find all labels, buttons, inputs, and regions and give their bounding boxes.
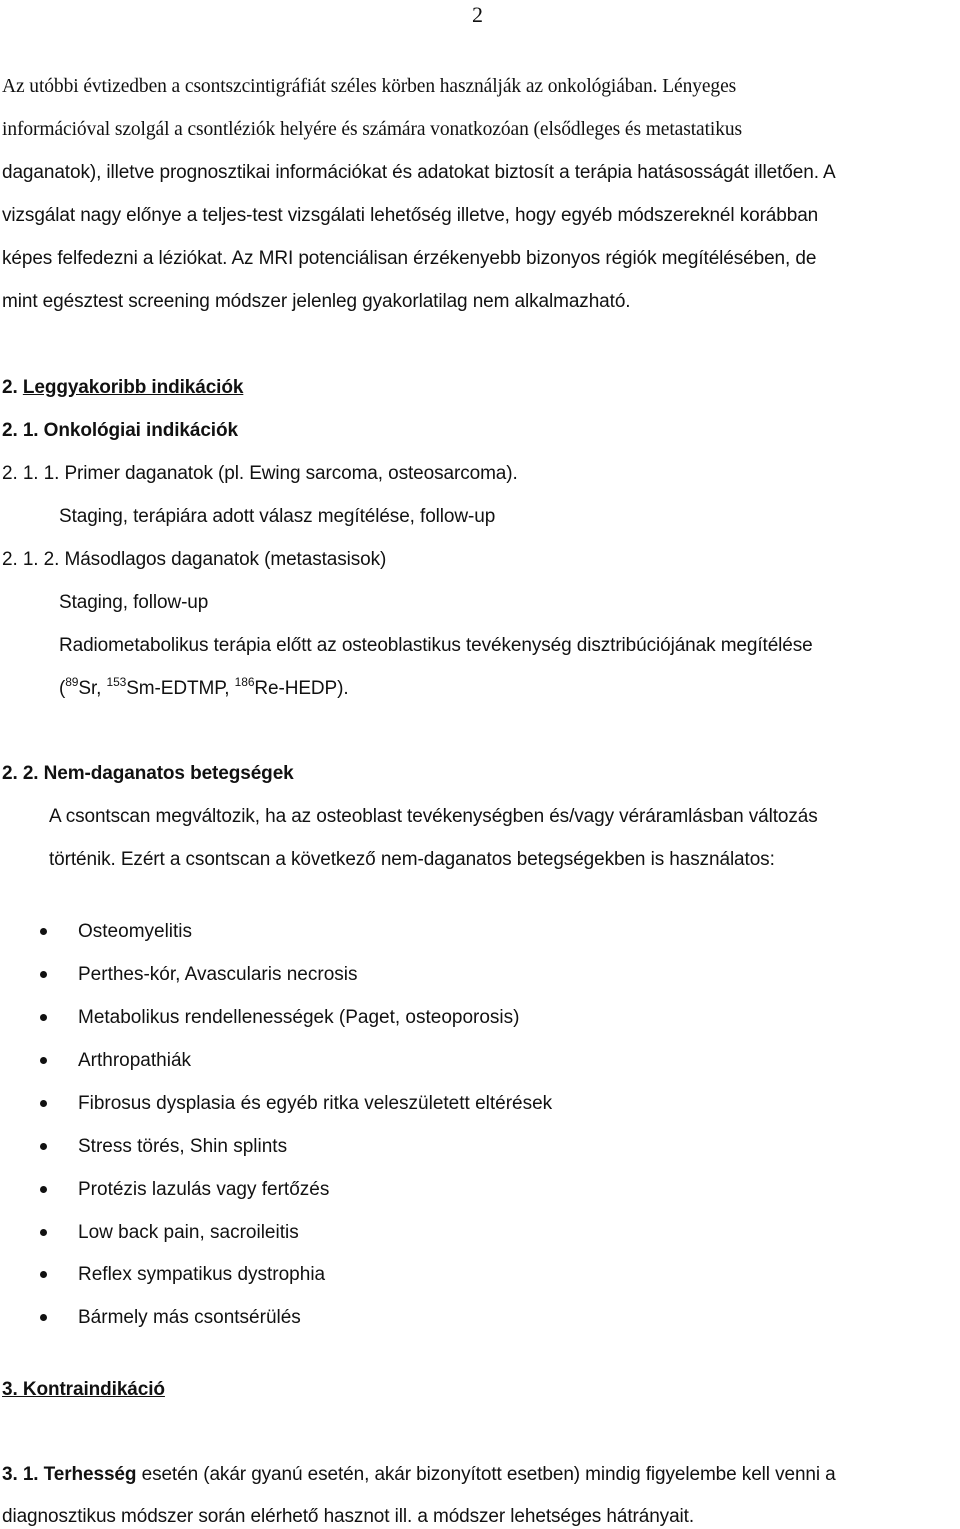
list-item-label: Reflex sympatikus dystrophia (78, 1264, 326, 1285)
bullet-icon (40, 971, 47, 978)
subsection-2-1-number: 2. 1. (2, 420, 39, 441)
item-3-1-term: Terhesség (43, 1464, 137, 1485)
list-item-label: Metabolikus rendellenességek (Paget, osteoporosis) (78, 1007, 520, 1028)
item-3-1 (2, 1463, 836, 1487)
subsection-2-1-title: Onkológiai indikációk (43, 420, 238, 441)
isotope-list (59, 677, 349, 701)
subsection-2-2-number: 2. 2. (2, 763, 39, 784)
list-item-label: Stress törés, Shin splints (78, 1136, 288, 1157)
isotope-1-symbol: Sr, (78, 678, 107, 699)
bullet-icon (40, 928, 47, 935)
bullet-icon (40, 1057, 47, 1064)
item-2-1-1-detail: Staging, terápiára adott válasz megítélése, follow-up (59, 506, 496, 527)
page-number: 2 (472, 2, 483, 27)
list-item-label: Perthes-kór, Avascularis necrosis (78, 964, 358, 985)
item-2-1-2-detail-1: Staging, follow-up (59, 592, 209, 613)
bullet-icon (40, 1143, 47, 1150)
bullet-icon (40, 1186, 47, 1193)
item-2-1-2: 2. 1. 2. Másodlagos daganatok (metastasisok) (2, 549, 387, 570)
list-item-label: Osteomyelitis (78, 921, 193, 942)
list-item-label: Protézis lazulás vagy fertőzés (78, 1179, 330, 1200)
isotope-2-mass: 153 (106, 675, 127, 689)
list-item-label: Arthropathiák (78, 1050, 192, 1071)
item-3-1-line-2: diagnosztikus módszer során elérhető hasznot ill. a módszer lehetséges hátrányait. (2, 1506, 695, 1527)
isotope-1-mass: 89 (65, 675, 79, 689)
subsection-2-1-heading (2, 419, 238, 443)
bullet-icon (40, 1014, 47, 1021)
item-2-1-2-detail-2: Radiometabolikus terápia előtt az osteoblastikus tevékenység disztribúciójának megítélése (59, 635, 813, 656)
isotope-3-symbol: Re-HEDP). (254, 678, 349, 699)
isotope-2-symbol: Sm-EDTMP, (126, 678, 235, 699)
list-item-label: Fibrosus dysplasia és egyéb ritka veleszületett eltérések (78, 1093, 553, 1114)
intro-line-1: Az utóbbi évtizedben a csontszcintigráfiát széles körben használják az onkológiában. Lényeges (2, 76, 737, 97)
subsection-2-2-para-line-2: történik. Ezért a csontscan a következő nem-daganatos betegségekben is használatos: (49, 849, 775, 870)
bullet-icon (40, 1271, 47, 1278)
item-2-1-1: 2. 1. 1. Primer daganatok (pl. Ewing sarcoma, osteosarcoma). (2, 463, 518, 484)
subsection-2-2-para-line-1: A csontscan megváltozik, ha az osteoblast tevékenységben és/vagy véráramlásban változás (49, 806, 818, 827)
isotope-3-mass: 186 (234, 675, 255, 689)
bullet-icon (40, 1229, 47, 1236)
item-3-1-number: 3. 1. (2, 1464, 39, 1485)
intro-line-6: mint egésztest screening módszer jelenleg gyakorlatilag nem alkalmazható. (2, 291, 631, 312)
bullet-icon (40, 1314, 47, 1321)
intro-line-3: daganatok), illetve prognosztikai információkat és adatokat biztosít a terápia hatásosságát illetően. A (2, 162, 836, 183)
section-2-heading (2, 376, 243, 400)
item-3-1-text: esetén (akár gyanú esetén, akár bizonyított esetben) mindig figyelembe kell venni a (136, 1464, 836, 1485)
intro-line-5: képes felfedezni a léziókat. Az MRI potenciálisan érzékenyebb bizonyos régiók megítélésében, de (2, 248, 817, 269)
list-item-label: Bármely más csontsérülés (78, 1307, 301, 1328)
section-2-title: Leggyakoribb indikációk (22, 377, 244, 398)
bullet-icon (40, 1100, 47, 1107)
intro-line-2: információval szolgál a csontléziók helyére és számára vonatkozóan (elsődleges és metastatikus (2, 119, 742, 140)
list-item-label: Low back pain, sacroileitis (78, 1222, 299, 1243)
subsection-2-2-heading (2, 762, 294, 786)
section-2-number: 2. (2, 377, 18, 398)
subsection-2-2-title: Nem-daganatos betegségek (43, 763, 294, 784)
section-3-heading: 3. Kontraindikáció (2, 1379, 165, 1400)
isotope-open-paren: ( (59, 678, 66, 699)
intro-line-4: vizsgálat nagy előnye a teljes-test vizsgálati lehetőség illetve, hogy egyéb módszereknél korábban (2, 205, 819, 226)
